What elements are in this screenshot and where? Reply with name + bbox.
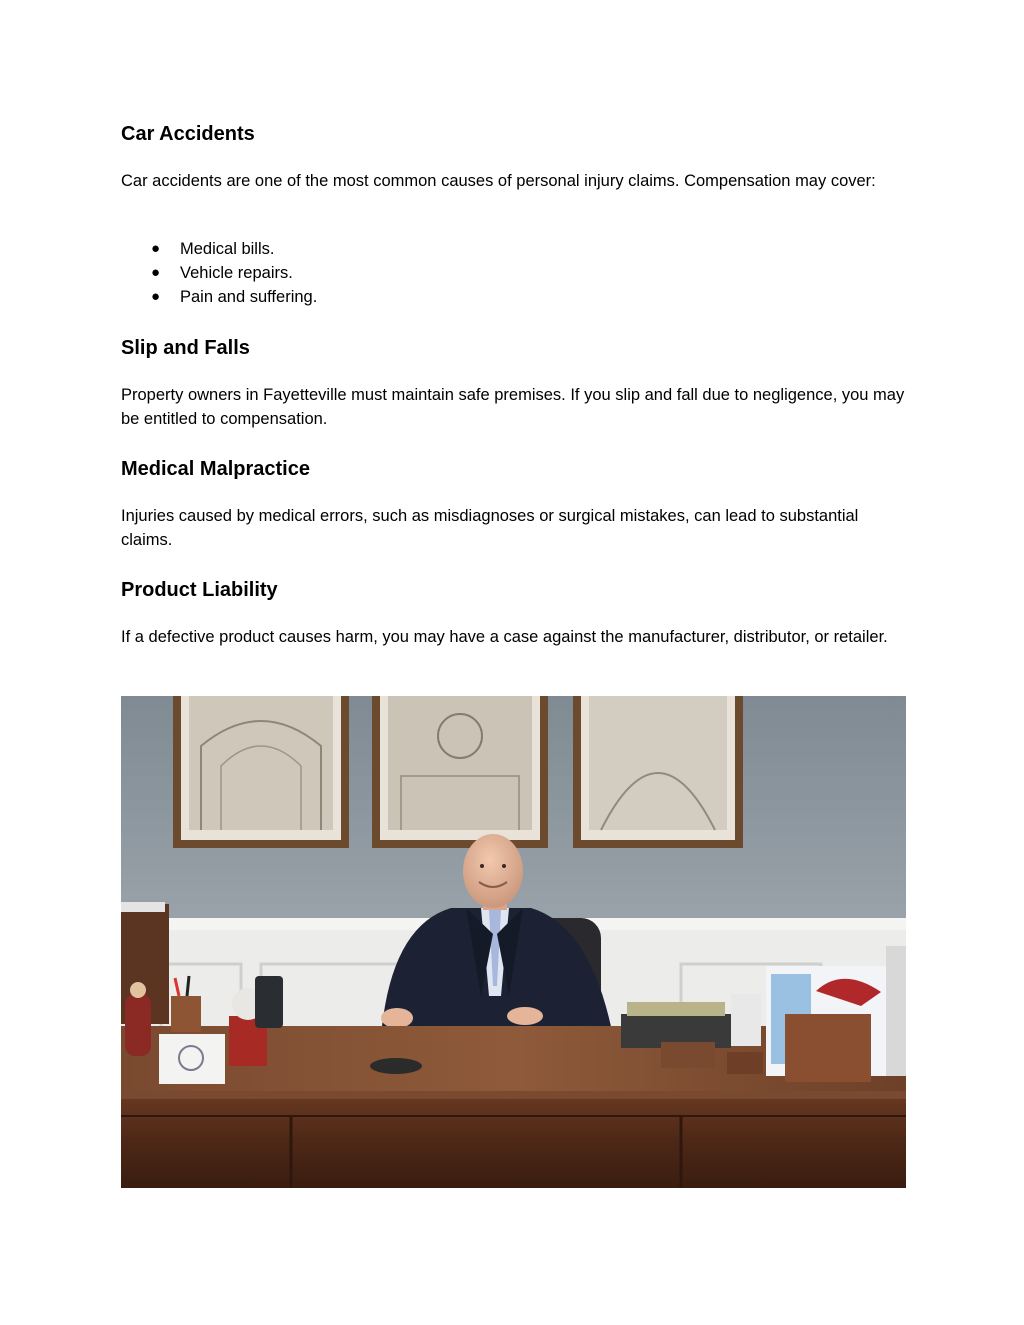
paragraph-slip-and-falls: Property owners in Fayetteville must maintain safe premises. If you slip and fall due to negligence, you may be entitled to compensation. [121,386,905,428]
heading-medical-malpractice: Medical Malpractice [121,458,310,480]
bullet-icon: ● [151,264,161,281]
list-item: ● Pain and suffering. [121,285,317,309]
framed-sketch-1 [173,696,349,848]
heading-slip-and-falls: Slip and Falls [121,337,250,359]
heading-car-accidents: Car Accidents [121,123,255,145]
list-item: ● Medical bills. [121,237,317,261]
bullet-list-compensation [121,237,317,309]
paragraph-medical-malpractice: Injuries caused by medical errors, such as misdiagnoses or surgical mistakes, can lead to substantial claims. [121,507,859,549]
framed-sketch-2 [372,696,548,848]
paragraph-car-accidents: Car accidents are one of the most common causes of personal injury claims. Compensation may cover: [121,172,876,190]
heading-product-liability: Product Liability [121,579,278,601]
bullet-icon: ● [151,240,161,257]
paragraph-product-liability: If a defective product causes harm, you may have a case against the manufacturer, distributor, or retailer. [121,628,888,646]
framed-sketch-3 [573,696,743,848]
list-item: ● Vehicle repairs. [121,261,317,285]
office-photo [121,696,906,1188]
office-photo-illustration [121,696,906,1188]
desk-front [121,1091,906,1188]
bullet-icon: ● [151,288,161,305]
